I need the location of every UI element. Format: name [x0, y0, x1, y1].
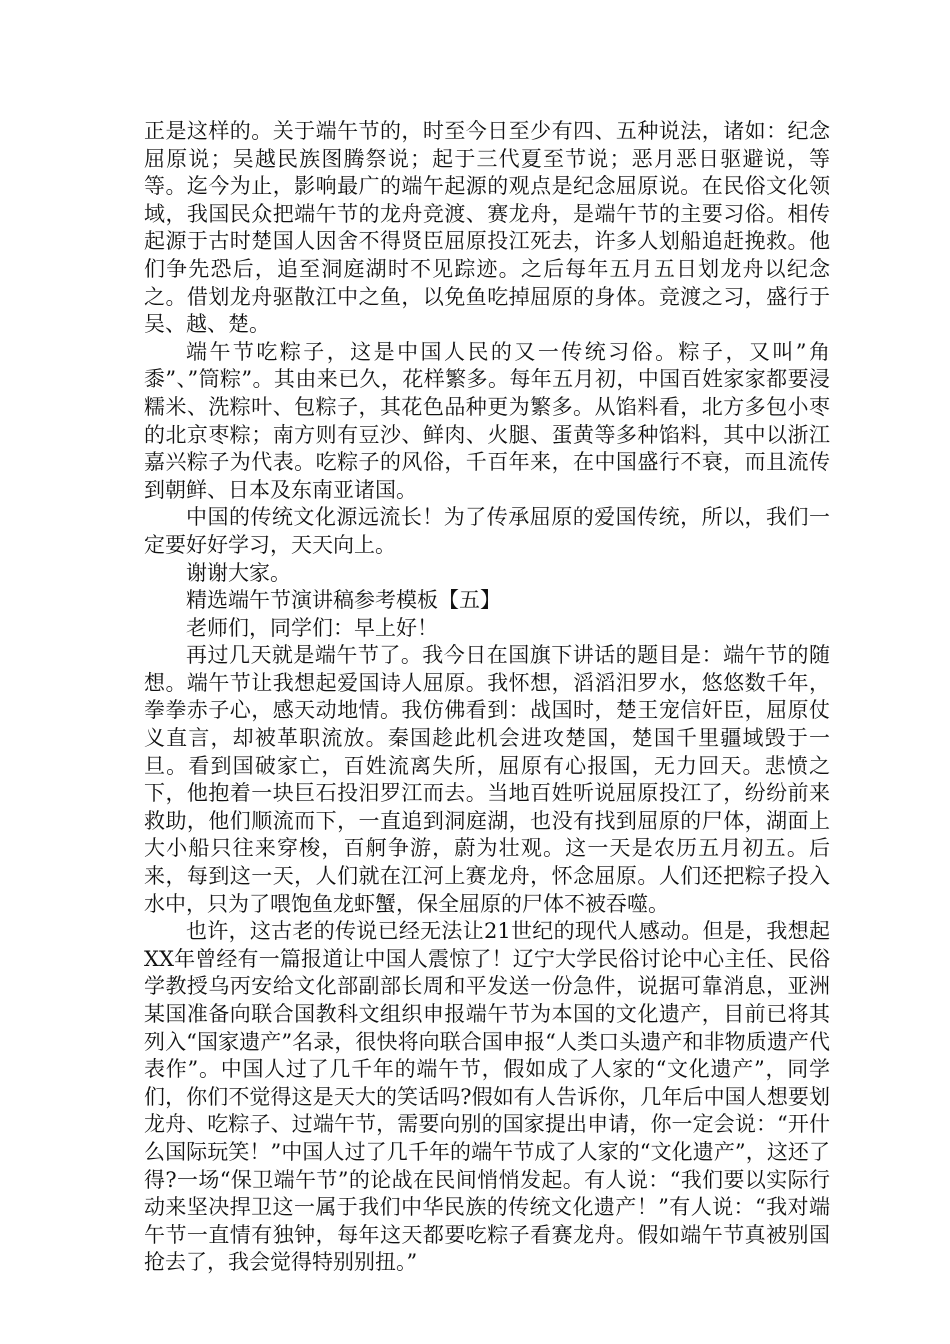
document-body: [144, 118, 830, 1277]
paragraph-greeting: 老师们，同学们：早上好！: [186, 615, 438, 640]
paragraph-dragon-boat-origins: 正是这样的。关于端午节的，时至今日至少有四、五种说法，诸如：纪念屈原说；吴越民族图腾祭说；起于三代夏至节说；恶月恶日驱避说，等等。迄今为止，影响最广的端午起源的观点是纪念屈原说。在民俗文化领域，我国民众把端午节的龙舟竞渡、赛龙舟，是端午节的主要习俗。相传起源于古时楚国人因舍不得贤臣屈原投江死去，许多人划船追赶挽救。他们争先恐后，追至洞庭湖时不见踪迹。之后每年五月五日划龙舟以纪念之。借划龙舟驱散江中之鱼，以免鱼吃掉屈原的身体。竞渡之习，盛行于吴、越、楚。: [144, 119, 830, 337]
paragraph-zongzi-custom: 端午节吃粽子，这是中国人民的又一传统习俗。粽子，又叫”角黍”、”筒粽”。其由来已久，花样繁多。每年五月初，中国百姓家家都要浸糯米、洗粽叶、包粽子，其花色品种更为繁多。从馅料看，北方多包小枣的北京枣粽；南方则有豆沙、鲜肉、火腿、蛋黄等多种馅料，其中以浙江嘉兴粽子为代表。吃粽子的风俗，千百年来，在中国盛行不衰，而且流传到朝鲜、日本及东南亚诸国。: [144, 339, 830, 502]
paragraph-thanks: 谢谢大家。: [186, 560, 291, 585]
paragraph-qu-yuan-story: 再过几天就是端午节了。我今日在国旗下讲话的题目是：端午节的随想。端午节让我想起爱国诗人屈原。我怀想，滔滔汨罗水，悠悠数千年，拳拳赤子心，感天动地情。我仿佛看到：战国时，楚王宠信奸臣，屈原仗义直言，却被革职流放。秦国趁此机会进攻楚国，楚国千里疆域毁于一旦。看到国破家亡，百姓流离失所，屈原有心报国，无力回天。悲愤之下，他抱着一块巨石投汨罗江而去。当地百姓听说屈原投江了，纷纷前来救助，他们顺流而下，一直追到洞庭湖，也没有找到屈原的尸体，湖面上大小船只往来穿梭，百舸争游，蔚为壮观。这一天是农历五月初五。后来，每到这一天，人们就在江河上赛龙舟，怀念屈原。人们还把粽子投入水中，只为了喂饱鱼龙虾蟹，保全屈原的尸体不被吞噬。: [144, 643, 830, 916]
section-heading: 精选端午节演讲稿参考模板【五】: [186, 588, 501, 613]
paragraph-heritage-debate: 也许，这古老的传说已经无法让21世纪的现代人感动。但是，我想起XX年曾经有一篇报道让中国人震惊了！辽宁大学民俗讨论中心主任、民俗学教授乌丙安给文化部副部长周和平发送一份急件，说据可靠消息，亚洲某国准备向联合国教科文组织申报端午节为本国的文化遗产，目前已将其列入“国家遗产”名录，很快将向联合国申报“人类口头遗产和非物质遗产代表作”。中国人过了几千年的端午节，假如成了人家的“文化遗产”，同学们，你们不觉得这是天大的笑话吗?假如有人告诉你，几年后中国人想要划龙舟、吃粽子、过端午节，需要向别的国家提出申请，你一定会说：“开什么国际玩笑！”中国人过了几千年的端午节成了人家的“文化遗产”，这还了得?一场“保卫端午节”的论战在民间悄悄发起。有人说：“我们要以实际行动来坚决捍卫这一属于我们中华民族的传统文化遗产！”有人说：“我对端午节一直情有独钟，每年这天都要吃粽子看赛龙舟。假如端午节真被别国抢去了，我会觉得特别别扭。”: [144, 919, 830, 1275]
paragraph-closing-remark: 中国的传统文化源远流长！为了传承屈原的爱国传统，所以，我们一定要好好学习，天天向上。: [144, 505, 830, 557]
